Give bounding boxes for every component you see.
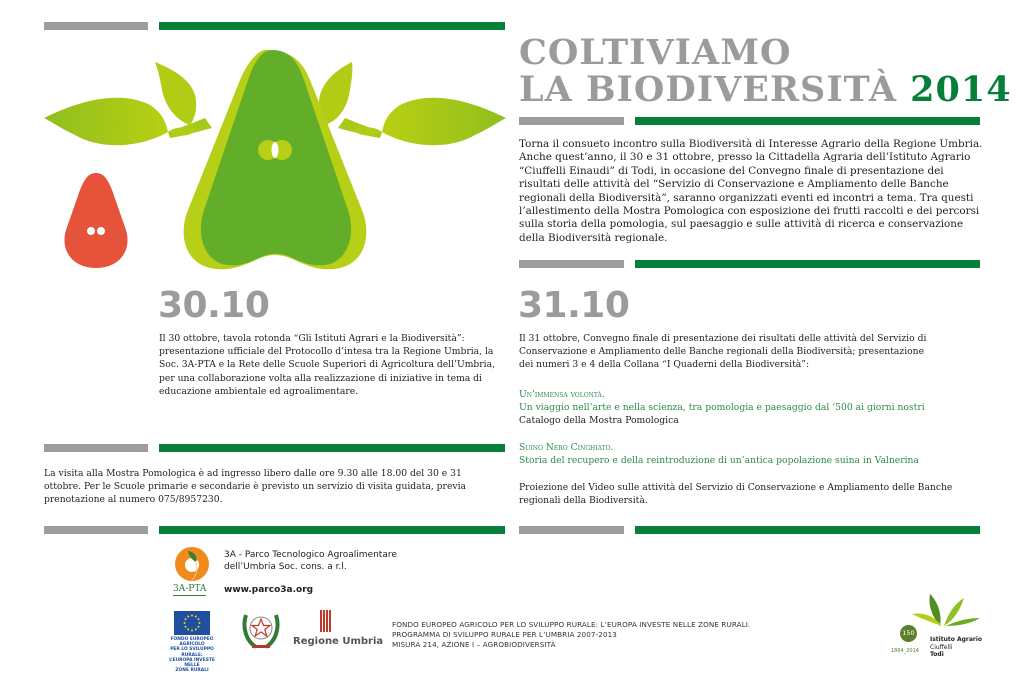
- funding-statement: FONDO EUROPEO AGRICOLO PER LO SVILUPPO RURALE: L’EUROPA INVESTE NELLE ZONE RURALI. PROGRAMMA DI SVILUPPO RURALE PER L’UMBRIA 2007-2013 MISURA 214, AZIONE I – AGROBIODIVERSITÀ: [392, 620, 751, 649]
- title-year: 2014: [910, 69, 1012, 110]
- istituto-150-badge: 150: [900, 625, 917, 642]
- parco3a-logo-icon: [174, 546, 210, 582]
- divider-green-bottom-right: [635, 526, 980, 534]
- intro-paragraph: Torna il consueto incontro sulla Biodiversità di Interesse Agrario della Regione Umbria. Anche quest’anno, il 30 e 31 ottobre, presso la Cittadella Agraria dell’Istituto Agrario “Ciuffelli Einaudi” di Todi, in occasione del Convegno finale di presentazione dei risultati delle attività del “Servizio di Conservazione e Ampliamento delle Banche regionali della Biodiversità”, saranno organizzati eventi ed incontri a tema. Tra questi l’allestimento della Mostra Pomologica con esposizione dei frutti raccolti e dei percorsi sulla storia della pomologia, sul paesaggio e sulle attività di ricerca e conservazione della Biodiversità regionale.: [519, 138, 983, 244]
- divider-green-top-left: [159, 22, 505, 30]
- book1-block: [519, 388, 979, 428]
- pear-illustration: [40, 40, 510, 280]
- divider-gray-title: [519, 117, 624, 125]
- divider-gray-bottom-left: [44, 526, 148, 534]
- divider-green-visit-top: [159, 444, 505, 452]
- parco3a-logo-label: 3A-PTA: [173, 584, 207, 594]
- title-line-2: LA BIODIVERSITÀ 2014: [519, 69, 1012, 110]
- day1-description: Il 30 ottobre, tavola rotonda “Gli Istituti Agrari e la Biodiversità”: presentazione ufficiale del Protocollo d’intesa tra la Regione Umbria, la Soc. 3A-PTA e la Rete delle Scuole Superiori di Agricoltura dell’Umbria, per una collaborazione volta alla realizzazione di iniziative in tema di educazione ambientale ed agroalimentare.: [159, 333, 496, 397]
- parco3a-url[interactable]: www.parco3a.org: [224, 585, 314, 595]
- parco3a-name: 3A - Parco Tecnologico Agroalimentare dell’Umbria Soc. cons. a r.l.: [224, 550, 397, 572]
- date-31-10: 31.10: [518, 285, 630, 326]
- divider-green-title: [635, 117, 980, 125]
- book2-block: [519, 441, 979, 467]
- divider-green-bottom-left: [159, 526, 505, 534]
- eu-stars-icon: [174, 611, 210, 635]
- eu-flag-logo: [174, 611, 210, 635]
- day2-description: Il 31 ottobre, Convegno finale di presentazione dei risultati delle attività del Servizio di Conservazione e Ampliamento delle Banche regionali della Biodiversità; presentazione dei numeri 3 e 4 della Collana “I Quaderni della Biodiversità”:: [519, 333, 927, 371]
- istituto-name: Istituto Agrario Ciuffelli Todi: [930, 636, 983, 658]
- date-30-10: 30.10: [158, 285, 270, 326]
- pear-small-red: [64, 173, 127, 268]
- regione-umbria-label: Regione Umbria: [293, 636, 384, 647]
- book1-subtitle: Un viaggio nell’arte e nella scienza, tra pomologia e paesaggio dal ‘500 ai giorni nostri: [519, 402, 925, 414]
- book1-note: Catalogo della Mostra Pomologica: [519, 415, 679, 427]
- divider-green-mid-right: [635, 260, 980, 268]
- divider-gray-bottom-right: [519, 526, 624, 534]
- leaf-right-large: [382, 98, 506, 145]
- book1-title: Un’immensa volontà.: [519, 389, 605, 400]
- istituto-agrario-leaves-icon: [910, 592, 982, 628]
- leaf-left-large: [44, 98, 168, 145]
- page-title: [519, 34, 1012, 108]
- divider-gray-visit-top: [44, 444, 148, 452]
- regione-umbria-logo-icon: [320, 610, 332, 632]
- italian-republic-emblem-icon: [240, 607, 282, 651]
- divider-gray-top-left: [44, 22, 148, 30]
- divider-gray-mid-right: [519, 260, 624, 268]
- title-line-1: COLTIVIAMO: [519, 32, 792, 73]
- istituto-years: 1864_2014: [891, 648, 919, 654]
- eu-logo-text: FONDO EUROPEO AGRICOLO PER LO SVILUPPO RURALE: L’EUROPA INVESTE NELLE ZONE RURALI: [169, 637, 215, 674]
- book2-title: Suino Nero Cinghiato.: [519, 442, 614, 453]
- visit-info: La visita alla Mostra Pomologica è ad ingresso libero dalle ore 9.30 alle 18.00 del 30 e 31 ottobre. Per le Scuole primarie e secondarie è previsto un servizio di visita guidata, previa prenotazione al numero 075/8957230.: [44, 468, 466, 506]
- video-description: Proiezione del Video sulle attività del Servizio di Conservazione e Ampliamento delle Banche regionali della Biodiversità.: [519, 482, 953, 507]
- book2-subtitle: Storia del recupero e della reintroduzione di un’antica popolazione suina in Valnerina: [519, 455, 919, 467]
